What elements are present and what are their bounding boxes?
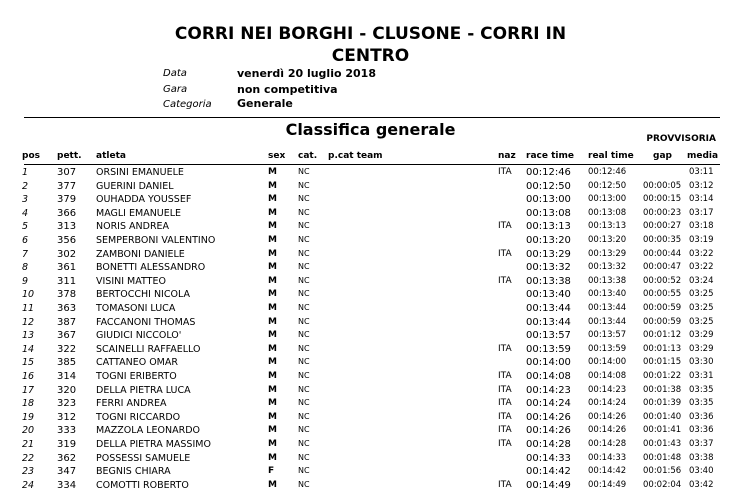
row-sex: M [268,330,277,341]
row-bib: 361 [57,262,77,274]
row-real-time: 00:13:32 [588,262,627,273]
row-real-time: 00:12:50 [588,180,627,191]
row-pos: 23 [22,466,35,478]
table-row [0,330,741,344]
row-athlete: VISINI MATTEO [96,275,166,287]
col-real-time: real time [588,151,634,161]
table-row [0,317,741,331]
row-media: 03:31 [689,371,714,381]
row-pos: 16 [22,371,35,382]
race-value: non competitiva [237,83,338,96]
row-naz: ITA [498,439,512,449]
category-value: Generale [237,97,293,110]
row-race-time: 00:14:26 [526,411,571,423]
row-naz: ITA [498,248,512,259]
row-cat: NC [298,330,310,340]
row-race-time: 00:13:40 [526,289,571,301]
row-race-time: 00:12:46 [526,167,571,178]
table-row [0,453,741,467]
table-row [0,398,741,412]
row-athlete: TOGNI ERIBERTO [96,371,177,382]
row-gap: 00:01:48 [643,452,682,463]
row-pos: 10 [22,289,35,301]
row-real-time: 00:13:13 [588,221,627,232]
row-real-time: 00:14:08 [588,371,627,381]
event-title-line2: CENTRO [331,46,410,66]
row-sex: M [268,235,277,245]
date-value: venerdì 20 luglio 2018 [237,67,376,80]
col-gap: gap [653,151,672,161]
row-bib: 311 [57,275,77,287]
row-pos: 5 [22,221,29,233]
table-row [0,235,741,249]
row-real-time: 00:14:42 [588,466,627,477]
row-sex: M [268,357,277,368]
row-pos: 22 [22,452,35,464]
row-gap: 00:01:22 [643,371,682,381]
row-media: 03:12 [689,180,714,191]
row-athlete: CATTANEO OMAR [96,357,178,369]
row-gap: 00:01:43 [643,439,682,449]
row-media: 03:36 [689,425,714,436]
table-row [0,289,741,303]
row-bib: 387 [57,316,77,328]
row-bib: 307 [57,167,77,178]
row-race-time: 00:14:28 [526,439,571,450]
row-sex: M [268,289,277,300]
row-cat: NC [298,221,310,231]
col-naz: naz [498,151,516,161]
row-athlete: FERRI ANDREA [96,398,167,410]
row-athlete: BERTOCCHI NICOLA [96,289,190,301]
header-divider [24,117,720,118]
row-athlete: DELLA PIETRA LUCA [96,384,191,396]
row-gap: 00:01:13 [643,343,682,354]
row-cat: NC [298,425,310,435]
row-media: 03:42 [689,479,714,490]
row-real-time: 00:14:23 [588,384,627,395]
row-gap: 00:01:41 [643,425,682,436]
row-gap: 00:00:35 [643,235,682,245]
table-row [0,303,741,317]
row-real-time: 00:13:57 [588,330,627,341]
row-media: 03:29 [689,330,714,341]
row-pos: 20 [22,425,35,437]
row-sex: M [268,411,277,422]
row-bib: 312 [57,411,77,423]
row-bib: 320 [57,384,77,396]
row-media: 03:35 [689,384,714,395]
row-real-time: 00:14:33 [588,452,627,463]
row-bib: 347 [57,466,77,478]
col-pos: pos [22,151,40,161]
row-bib: 313 [57,221,77,233]
row-cat: NC [298,275,310,285]
row-media: 03:29 [689,343,714,354]
row-gap: 00:01:12 [643,330,682,341]
row-media: 03:22 [689,248,714,259]
row-race-time: 00:13:32 [526,262,571,274]
row-real-time: 00:13:38 [588,275,627,286]
row-cat: NC [298,194,310,204]
row-pos: 8 [22,262,29,274]
row-race-time: 00:13:44 [526,316,571,328]
row-sex: M [268,398,277,409]
row-sex: M [268,439,277,449]
row-real-time: 00:14:28 [588,439,627,449]
row-pos: 11 [22,303,35,314]
col-race-time: race time [526,151,574,161]
row-cat: NC [298,343,310,353]
row-sex: M [268,384,277,395]
row-sex: M [268,343,277,354]
row-pos: 4 [22,207,29,219]
table-row [0,439,741,453]
col-cat: cat. [298,151,318,161]
row-race-time: 00:13:00 [526,194,571,206]
row-race-time: 00:14:23 [526,384,571,396]
row-athlete: MAZZOLA LEONARDO [96,425,200,437]
row-athlete: OUHADDA YOUSSEF [96,194,192,206]
row-athlete: GUERINI DANIEL [96,180,174,192]
row-cat: NC [298,180,310,190]
row-athlete: POSSESSI SAMUELE [96,452,191,464]
row-sex: M [268,316,277,327]
row-gap: 00:01:38 [643,384,682,395]
row-athlete: FACCANONI THOMAS [96,316,196,328]
table-row [0,466,741,480]
row-naz: ITA [498,425,512,436]
row-naz: ITA [498,221,512,232]
row-media: 03:25 [689,303,714,313]
row-race-time: 00:14:26 [526,425,571,437]
row-real-time: 00:13:40 [588,289,627,300]
row-media: 03:14 [689,194,714,205]
row-bib: 319 [57,439,77,450]
row-gap: 00:00:27 [643,221,682,232]
row-pos: 19 [22,411,35,423]
row-pos: 6 [22,235,29,246]
row-naz: ITA [498,167,512,177]
row-sex: M [268,248,277,259]
row-real-time: 00:14:26 [588,411,627,422]
table-row [0,371,741,385]
row-cat: NC [298,207,310,217]
row-race-time: 00:13:13 [526,221,571,233]
col-pcat-team: p.cat team [328,151,383,161]
row-gap: 00:01:40 [643,411,682,422]
row-media: 03:36 [689,411,714,422]
row-real-time: 00:13:59 [588,343,627,354]
row-gap: 00:01:15 [643,357,682,368]
row-real-time: 00:13:44 [588,303,627,313]
row-pos: 12 [22,316,35,328]
row-cat: NC [298,479,310,489]
row-bib: 323 [57,398,77,410]
row-athlete: TOMASONI LUCA [96,303,176,314]
row-naz: ITA [498,411,512,422]
row-race-time: 00:14:33 [526,452,571,464]
row-athlete: NORIS ANDREA [96,221,170,233]
row-cat: NC [298,466,310,476]
row-sex: M [268,221,277,232]
row-gap: 00:01:39 [643,398,682,409]
row-athlete: MAGLI EMANUELE [96,207,182,219]
row-real-time: 00:13:20 [588,235,627,245]
row-sex: M [268,452,277,463]
row-cat: NC [298,357,310,367]
row-real-time: 00:13:08 [588,207,627,218]
row-real-time: 00:14:49 [588,479,627,490]
row-pos: 18 [22,398,35,410]
row-pos: 24 [22,479,35,491]
row-cat: NC [298,262,310,272]
row-athlete: GIUDICI NICCOLO' [96,330,182,342]
table-row [0,194,741,208]
row-sex: M [268,425,277,436]
row-cat: NC [298,167,310,176]
row-gap: 00:00:15 [643,194,682,205]
section-title: Classifica generale [285,120,456,139]
row-sex: M [268,371,277,381]
row-gap: 00:00:59 [643,303,682,313]
table-row [0,344,741,358]
status-badge: PROVVISORIA [646,134,716,144]
row-gap: 00:00:44 [643,248,682,259]
row-athlete: ORSINI EMANUELE [96,167,184,178]
table-row [0,167,741,181]
row-naz: ITA [498,343,512,354]
table-row [0,480,741,493]
row-sex: M [268,479,277,490]
row-race-time: 00:14:00 [526,357,571,369]
col-athlete: atleta [96,151,126,161]
row-bib: 314 [57,371,77,382]
row-media: 03:40 [689,466,714,477]
row-real-time: 00:13:00 [588,194,627,205]
row-race-time: 00:13:59 [526,343,571,355]
row-bib: 377 [57,180,77,192]
table-row [0,181,741,195]
row-athlete: COMOTTI ROBERTO [96,479,189,491]
row-pos: 2 [22,180,29,192]
row-pos: 9 [22,275,29,287]
row-naz: ITA [498,479,512,490]
row-media: 03:25 [689,316,714,327]
row-cat: NC [298,398,310,408]
row-media: 03:22 [689,262,714,273]
row-media: 03:25 [689,289,714,300]
table-row [0,385,741,399]
row-athlete: ZAMBONI DANIELE [96,248,185,260]
row-athlete: BONETTI ALESSANDRO [96,262,206,274]
row-athlete: BEGNIS CHIARA [96,466,171,478]
table-header-divider [24,164,720,165]
row-race-time: 00:13:38 [526,275,571,287]
row-race-time: 00:13:44 [526,303,571,314]
row-cat: NC [298,289,310,299]
date-label: Data [163,68,187,79]
row-sex: M [268,275,277,286]
row-cat: NC [298,371,310,380]
row-athlete: SCAINELLI RAFFAELLO [96,343,201,355]
row-bib: 367 [57,330,77,342]
row-cat: NC [298,248,310,258]
row-naz: ITA [498,384,512,395]
row-bib: 379 [57,194,77,206]
row-real-time: 00:14:24 [588,398,627,409]
row-gap: 00:00:59 [643,316,682,327]
row-pos: 13 [22,330,35,342]
row-media: 03:11 [689,167,714,177]
race-label: Gara [163,84,188,95]
table-row [0,357,741,371]
row-gap: 00:00:05 [643,180,682,191]
category-label: Categoria [163,99,212,110]
row-pos: 14 [22,343,35,355]
table-row [0,221,741,235]
row-cat: NC [298,384,310,394]
row-media: 03:30 [689,357,714,368]
row-media: 03:17 [689,207,714,218]
row-real-time: 00:13:29 [588,248,627,259]
row-media: 03:24 [689,275,714,286]
row-media: 03:37 [689,439,714,449]
row-cat: NC [298,439,310,448]
row-sex: M [268,180,277,191]
row-naz: ITA [498,371,512,381]
row-bib: 362 [57,452,77,464]
row-naz: ITA [498,275,512,286]
row-real-time: 00:14:26 [588,425,627,436]
row-cat: NC [298,303,310,312]
row-race-time: 00:13:29 [526,248,571,260]
row-bib: 385 [57,357,77,369]
row-race-time: 00:14:42 [526,466,571,478]
row-sex: M [268,262,277,273]
row-cat: NC [298,452,310,462]
row-pos: 15 [22,357,35,369]
table-row [0,249,741,263]
row-athlete: SEMPERBONI VALENTINO [96,235,216,246]
row-bib: 333 [57,425,77,437]
row-gap: 00:02:04 [643,479,682,490]
row-race-time: 00:14:24 [526,398,571,410]
row-real-time: 00:12:46 [588,167,627,177]
row-real-time: 00:14:00 [588,357,627,368]
row-cat: NC [298,235,310,244]
row-pos: 3 [22,194,29,206]
row-bib: 378 [57,289,77,301]
row-gap: 00:01:56 [643,466,682,477]
col-sex: sex [268,151,286,161]
row-sex: M [268,207,277,218]
row-gap: 00:00:52 [643,275,682,286]
col-media: media [687,151,719,161]
row-sex: M [268,194,277,205]
col-bib: pett. [57,151,82,161]
row-media: 03:35 [689,398,714,409]
row-media: 03:18 [689,221,714,232]
table-row [0,208,741,222]
row-media: 03:19 [689,235,714,245]
row-bib: 302 [57,248,77,260]
row-race-time: 00:13:08 [526,207,571,219]
table-row [0,425,741,439]
row-bib: 356 [57,235,77,246]
row-athlete: DELLA PIETRA MASSIMO [96,439,211,450]
row-race-time: 00:12:50 [526,180,571,192]
row-gap: 00:00:23 [643,207,682,218]
table-row [0,412,741,426]
row-athlete: TOGNI RICCARDO [96,411,181,423]
row-gap: 00:00:47 [643,262,682,273]
row-media: 03:38 [689,452,714,463]
row-cat: NC [298,316,310,326]
table-row [0,262,741,276]
row-sex: F [268,466,275,477]
row-bib: 366 [57,207,77,219]
row-pos: 21 [22,439,35,450]
table-row [0,276,741,290]
row-cat: NC [298,411,310,421]
row-bib: 363 [57,303,77,314]
row-race-time: 00:13:20 [526,235,571,246]
row-pos: 1 [22,167,29,178]
row-race-time: 00:14:49 [526,479,571,491]
row-sex: M [268,167,277,177]
row-pos: 7 [22,248,29,260]
row-bib: 334 [57,479,77,491]
row-sex: M [268,303,277,313]
row-naz: ITA [498,398,512,409]
row-real-time: 00:13:44 [588,316,627,327]
row-pos: 17 [22,384,35,396]
row-bib: 322 [57,343,77,355]
row-gap: 00:00:55 [643,289,682,300]
event-title-line1: CORRI NEI BORGHI - CLUSONE - CORRI IN [174,24,567,44]
row-race-time: 00:14:08 [526,371,571,382]
row-race-time: 00:13:57 [526,330,571,342]
